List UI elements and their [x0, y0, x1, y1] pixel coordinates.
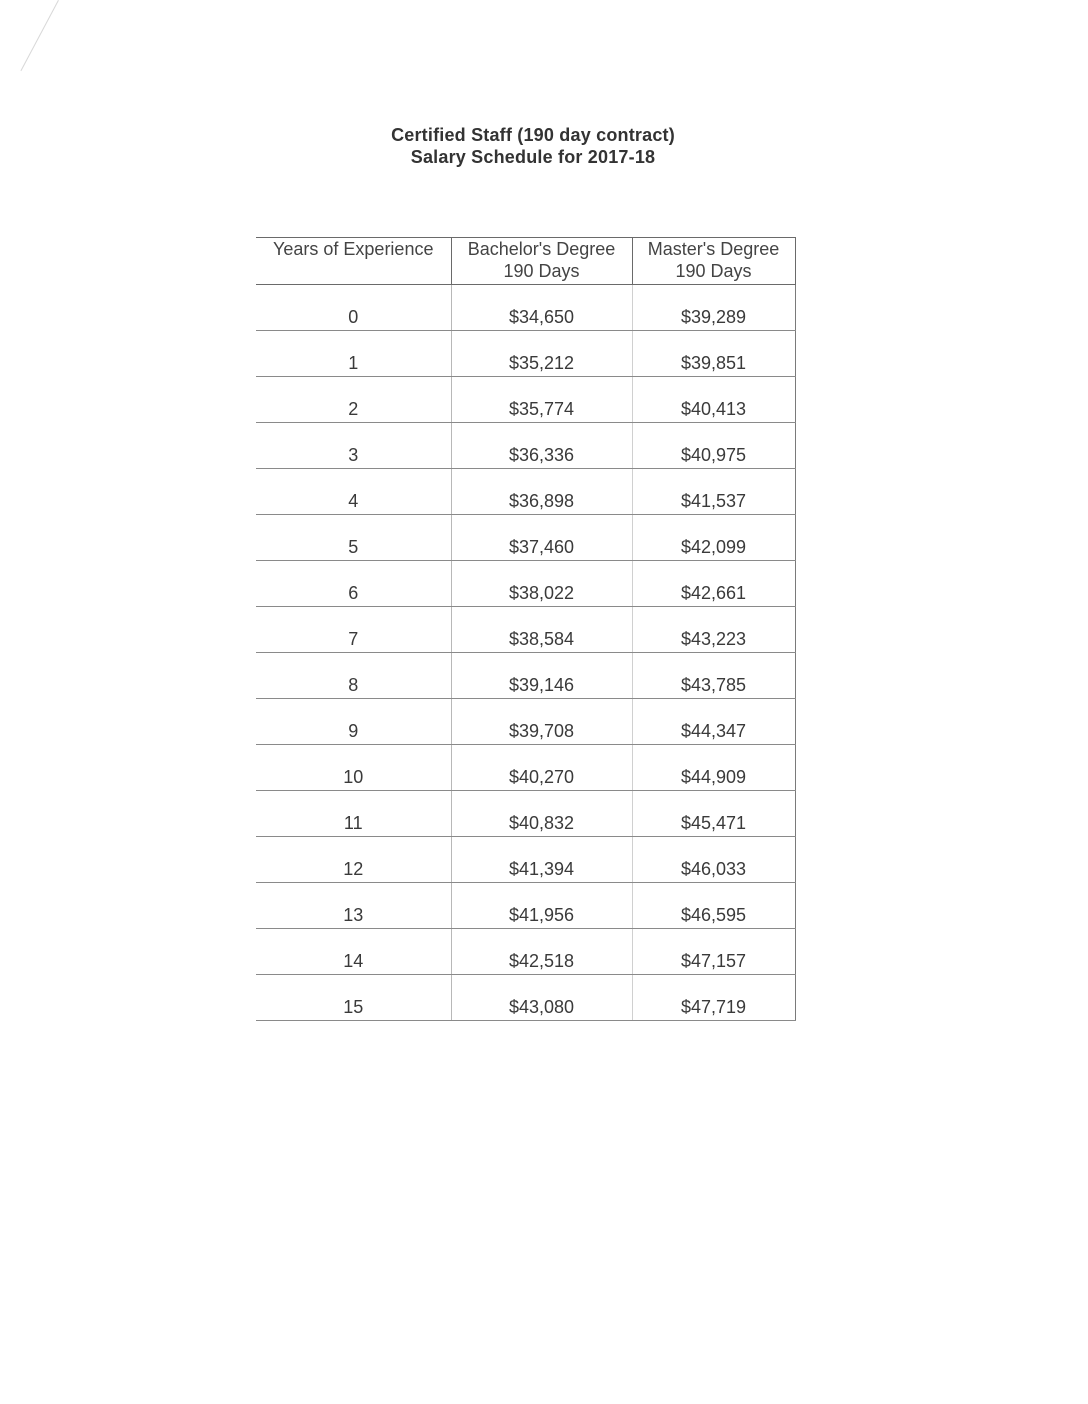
- header-bachelors-degree: [451, 238, 632, 285]
- bachelors-salary-cell-value: $42,518: [508, 951, 575, 971]
- masters-salary-cell: [632, 745, 795, 791]
- years-cell: [256, 837, 451, 883]
- years-cell-value: 3: [348, 445, 359, 465]
- years-cell-value: 4: [348, 491, 359, 511]
- years-cell: [256, 883, 451, 929]
- bachelors-salary-cell-value: $40,832: [508, 813, 575, 833]
- masters-salary-cell: [632, 515, 795, 561]
- table-row: [256, 423, 795, 469]
- masters-salary-cell: [632, 791, 795, 837]
- table-row: [256, 607, 795, 653]
- scan-artifact-mark: [20, 0, 58, 71]
- table-row: [256, 285, 795, 331]
- years-cell: [256, 699, 451, 745]
- bachelors-salary-cell: [451, 377, 632, 423]
- bachelors-salary-cell: [451, 607, 632, 653]
- header-years-label: Years of Experience: [273, 239, 434, 259]
- masters-salary-cell-value: $39,851: [680, 353, 747, 373]
- masters-salary-cell: [632, 837, 795, 883]
- bachelors-salary-cell-value: $40,270: [508, 767, 575, 787]
- masters-salary-cell-value: $47,719: [680, 997, 747, 1017]
- masters-salary-cell-value: $45,471: [680, 813, 747, 833]
- masters-salary-cell-value: $42,661: [680, 583, 747, 603]
- bachelors-salary-cell: [451, 745, 632, 791]
- bachelors-salary-cell: [451, 331, 632, 377]
- masters-salary-cell: [632, 929, 795, 975]
- bachelors-salary-cell: [451, 883, 632, 929]
- masters-salary-cell: [632, 607, 795, 653]
- years-cell-value: 13: [343, 905, 364, 925]
- masters-salary-cell: [632, 653, 795, 699]
- bachelors-salary-cell-value: $38,022: [508, 583, 575, 603]
- masters-salary-cell-value: $47,157: [680, 951, 747, 971]
- masters-salary-cell-value: $43,785: [680, 675, 747, 695]
- years-cell-value: 1: [348, 353, 359, 373]
- years-cell: [256, 653, 451, 699]
- bachelors-salary-cell-value: $35,212: [508, 353, 575, 373]
- salary-table-body: [256, 285, 795, 1021]
- salary-table: [256, 237, 796, 1021]
- masters-salary-cell: [632, 377, 795, 423]
- masters-salary-cell-value: $46,595: [680, 905, 747, 925]
- table-row: [256, 699, 795, 745]
- bachelors-salary-cell-value: $39,146: [508, 675, 575, 695]
- bachelors-salary-cell-value: $41,956: [508, 905, 575, 925]
- years-cell: [256, 929, 451, 975]
- table-row: [256, 975, 795, 1021]
- masters-salary-cell: [632, 285, 795, 331]
- years-cell: [256, 331, 451, 377]
- title-line-1: Certified Staff (190 day contract): [391, 125, 675, 145]
- bachelors-salary-cell: [451, 929, 632, 975]
- table-row: [256, 791, 795, 837]
- bachelors-salary-cell-value: $39,708: [508, 721, 575, 741]
- table-row: [256, 515, 795, 561]
- table-row: [256, 837, 795, 883]
- bachelors-salary-cell-value: $34,650: [508, 307, 575, 327]
- table-row: [256, 883, 795, 929]
- bachelors-salary-cell: [451, 699, 632, 745]
- masters-salary-cell: [632, 331, 795, 377]
- bachelors-salary-cell: [451, 975, 632, 1021]
- masters-salary-cell-value: $46,033: [680, 859, 747, 879]
- header-years-of-experience: [256, 238, 451, 285]
- masters-salary-cell-value: $41,537: [680, 491, 747, 511]
- bachelors-salary-cell-value: $37,460: [508, 537, 575, 557]
- years-cell: [256, 745, 451, 791]
- bachelors-salary-cell: [451, 837, 632, 883]
- table-row: [256, 745, 795, 791]
- years-cell: [256, 377, 451, 423]
- masters-salary-cell: [632, 975, 795, 1021]
- bachelors-salary-cell: [451, 469, 632, 515]
- table-row: [256, 377, 795, 423]
- bachelors-salary-cell-value: $41,394: [508, 859, 575, 879]
- years-cell-value: 12: [343, 859, 364, 879]
- bachelors-salary-cell-value: $43,080: [508, 997, 575, 1017]
- years-cell-value: 5: [348, 537, 359, 557]
- bachelors-salary-cell-value: $38,584: [508, 629, 575, 649]
- years-cell: [256, 607, 451, 653]
- masters-salary-cell-value: $44,347: [680, 721, 747, 741]
- masters-salary-cell-value: $44,909: [680, 767, 747, 787]
- years-cell-value: 11: [343, 813, 363, 833]
- bachelors-salary-cell-value: $35,774: [508, 399, 575, 419]
- header-masters-line2: 190 Days: [675, 261, 752, 281]
- years-cell-value: 14: [343, 951, 364, 971]
- masters-salary-cell: [632, 699, 795, 745]
- masters-salary-cell-value: $40,413: [680, 399, 747, 419]
- years-cell-value: 6: [348, 583, 359, 603]
- years-cell: [256, 791, 451, 837]
- bachelors-salary-cell-value: $36,898: [508, 491, 575, 511]
- years-cell: [256, 423, 451, 469]
- table-header-row: [256, 238, 795, 285]
- masters-salary-cell-value: $39,289: [680, 307, 747, 327]
- years-cell: [256, 515, 451, 561]
- years-cell: [256, 469, 451, 515]
- masters-salary-cell-value: $40,975: [680, 445, 747, 465]
- bachelors-salary-cell: [451, 423, 632, 469]
- years-cell-value: 9: [348, 721, 359, 741]
- years-cell: [256, 975, 451, 1021]
- bachelors-salary-cell: [451, 285, 632, 331]
- header-masters-degree: [632, 238, 795, 285]
- years-cell-value: 10: [343, 767, 364, 787]
- masters-salary-cell: [632, 561, 795, 607]
- years-cell-value: 7: [348, 629, 359, 649]
- header-masters-line1: Master's Degree: [647, 239, 780, 259]
- table-row: [256, 331, 795, 377]
- bachelors-salary-cell: [451, 515, 632, 561]
- table-row: [256, 653, 795, 699]
- years-cell: [256, 285, 451, 331]
- bachelors-salary-cell: [451, 561, 632, 607]
- bachelors-salary-cell-value: $36,336: [508, 445, 575, 465]
- masters-salary-cell-value: $43,223: [680, 629, 747, 649]
- years-cell-value: 2: [348, 399, 359, 419]
- years-cell-value: 8: [348, 675, 359, 695]
- table-row: [256, 561, 795, 607]
- masters-salary-cell-value: $42,099: [680, 537, 747, 557]
- years-cell-value: 15: [343, 997, 364, 1017]
- masters-salary-cell: [632, 469, 795, 515]
- years-cell: [256, 561, 451, 607]
- table-row: [256, 469, 795, 515]
- table-row: [256, 929, 795, 975]
- bachelors-salary-cell: [451, 791, 632, 837]
- masters-salary-cell: [632, 883, 795, 929]
- masters-salary-cell: [632, 423, 795, 469]
- title-line-2: Salary Schedule for 2017-18: [410, 147, 656, 167]
- years-cell-value: 0: [348, 307, 359, 327]
- document-title: [0, 124, 1066, 168]
- header-bachelors-line2: 190 Days: [503, 261, 580, 281]
- header-bachelors-line1: Bachelor's Degree: [467, 239, 616, 259]
- bachelors-salary-cell: [451, 653, 632, 699]
